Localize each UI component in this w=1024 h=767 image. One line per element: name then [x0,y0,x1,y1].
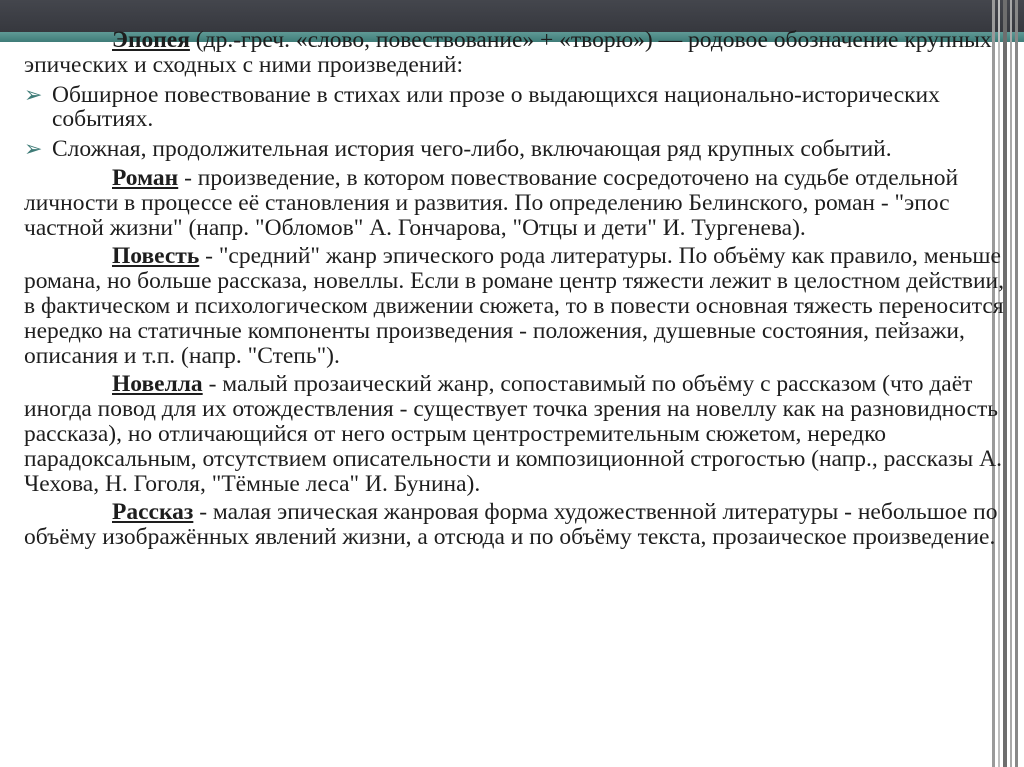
definition-rasskaz [24,500,1014,550]
definition-text: - произведение, в котором повествование сосредоточено на судьбе отдельной личности в процессе её становления и развития. По определению Белинского, роман - "эпос частной жизни" (напр. "Обломов" А. Гончарова, "Отцы и дети" И. Тургенева). [24,164,959,241]
term-roman: Роман [112,164,179,191]
bullet-item [24,137,1014,162]
definition-povest [24,244,1014,368]
definition-novella [24,372,1014,496]
term-povest: Повесть [112,243,200,270]
definition-text: - малая эпическая жанровая форма художественной литературы - небольшое по объёму изображённых явлений жизни, а отсюда и по объёму текста, прозаическое произведение. [24,499,998,551]
bullet-text: Обширное повествование в стихах или прозе о выдающихся национально-исторических событиях. [52,81,940,133]
arrow-bullet-icon: ➢ [24,136,43,162]
slide-content [24,28,1014,550]
term-epopee: Эпопея [112,27,190,53]
intro-paragraph [24,28,1014,78]
definition-text: - "средний" жанр эпического рода литературы. По объёму как правило, меньше романа, но больше рассказа, новеллы. Если в романе центр тяжести лежит в целостном действии, в фактическом и психологическом движении сюжета, то в повести основная тяжесть переносится нередко на статичные компоненты произведения - положения, душевные состояния, пейзажи, описания и т.п. (напр. "Степь"). [24,243,1005,369]
term-novella: Новелла [112,371,203,398]
arrow-bullet-icon: ➢ [24,81,43,107]
intro-text: (др.-греч. «слово, повествование» + «творю») — родовое обозначение крупных эпических и сходных с ними произведений: [24,27,992,78]
bullet-item [24,83,1014,133]
definition-text: - малый прозаический жанр, сопоставимый по объёму с рассказом (что даёт иногда повод для их отождествления - существует точка зрения на новеллу как на разновидность рассказа), но отличающийся от него острым центростремительным сюжетом, нередко парадоксальным, отсутствием описательности и композиционной строгостью (напр., рассказы А. Чехова, Н. Гоголя, "Тёмные леса" И. Бунина). [24,371,1002,497]
definition-roman [24,166,1014,240]
term-rasskaz: Рассказ [112,499,194,526]
bullet-text: Сложная, продолжительная история чего-либо, включающая ряд крупных событий. [52,136,892,163]
